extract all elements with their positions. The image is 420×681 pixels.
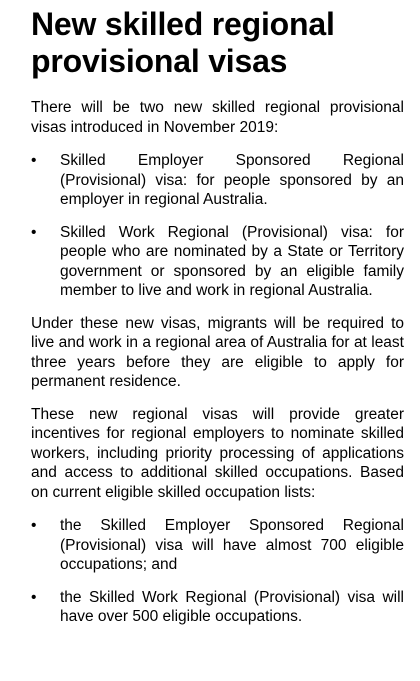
- bullet-icon: •: [31, 152, 37, 169]
- list-item: [31, 151, 404, 210]
- incentives-paragraph: These new regional visas will provide greater incentives for regional employers to nominate skilled workers, including priority processing of applications and access to additional skilled occupations. Based on current eligible skilled occupation lists:: [31, 405, 404, 501]
- bullet-icon: •: [31, 223, 37, 241]
- eligible-occupations-list: [31, 516, 404, 627]
- list-item-text: Skilled Employer Sponsored Regional (Provisional) visa: for people sponsored by an employer in regional Australia.: [60, 152, 404, 208]
- document-title: [31, 6, 404, 80]
- title-line-1: New skilled regional: [31, 6, 335, 42]
- list-item: [31, 516, 404, 575]
- residence-requirement-paragraph: Under these new visas, migrants will be required to live and work in a regional area of Australia for at least three years before they are eligible to apply for permanent residence.: [31, 314, 404, 390]
- bullet-icon: •: [31, 517, 37, 534]
- title-line-2: provisional visas: [31, 43, 288, 79]
- list-item-text: the Skilled Work Regional (Provisional) visa will have over 500 eligible occupations.: [60, 588, 404, 625]
- list-item-text: Skilled Work Regional (Provisional) visa: for people who are nominated by a State or Territory government or sponsored by an eligible family member to live and work in regional Australia.: [60, 223, 404, 299]
- intro-paragraph: There will be two new skilled regional provisional visas introduced in November 2019:: [31, 99, 404, 136]
- list-item: [31, 588, 404, 627]
- document-page: [31, 6, 404, 627]
- visa-types-list: [31, 151, 404, 301]
- list-item: [31, 223, 404, 301]
- list-item-text: the Skilled Employer Sponsored Regional (Provisional) visa will have almost 700 eligible occupations; and: [60, 517, 404, 573]
- bullet-icon: •: [31, 588, 37, 606]
